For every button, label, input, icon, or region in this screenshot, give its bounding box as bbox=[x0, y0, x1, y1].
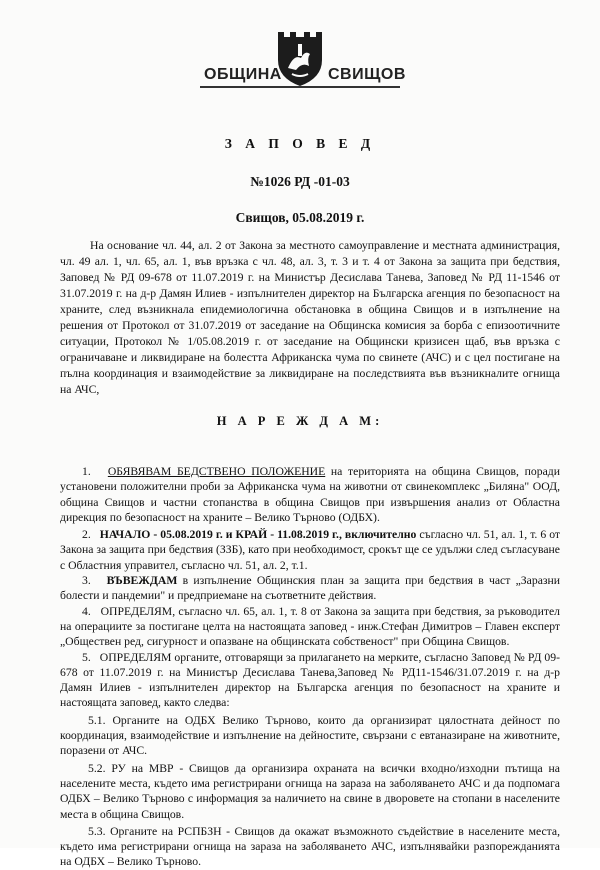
municipality-logo bbox=[200, 28, 406, 88]
item-keyword: ОБЯВЯВАМ БЕДСТВЕНО ПОЛОЖЕНИЕ bbox=[107, 465, 326, 478]
document-title: З А П О В Е Д bbox=[224, 136, 376, 151]
item-keyword: ОПРЕДЕЛЯМ bbox=[100, 604, 173, 618]
order-item-1 bbox=[60, 464, 560, 525]
item-number: 2. bbox=[82, 528, 91, 542]
item-number: 5. bbox=[82, 650, 91, 664]
document-place-date: Свищов, 05.08.2019 г. bbox=[235, 210, 365, 225]
item-keyword: ВЪВЕЖДАМ bbox=[106, 574, 178, 588]
item-text: , съгласно чл. 65, ал. 1, т. 8 от Закона за защита при бедствия, за ръководител на операциите за постигане целта на настоящата заповед - инж.Стефан Димитров – Главен експерт „Обществен ред, сигурност и опазване на общинската собственост" при Община Свищов. bbox=[60, 604, 560, 649]
item-number: 4. bbox=[82, 604, 91, 618]
logo-word-right: СВИЩОВ bbox=[328, 66, 406, 83]
order-subitem-5-1: 5.1. Органите на ОДБХ Велико Търново, които да организират цялостната дейност по координация, взаимодействие и изпълнение на дейностите, свързани с евтаназиране на животните, поразени от АЧС. bbox=[60, 713, 560, 758]
item-number: 1. bbox=[82, 465, 91, 478]
order-item-4 bbox=[60, 604, 560, 650]
order-item-3 bbox=[60, 573, 560, 604]
logo-word-left: ОБЩИНА bbox=[204, 66, 282, 83]
order-items bbox=[60, 464, 560, 870]
crest-icon bbox=[274, 28, 326, 88]
order-item-5 bbox=[60, 650, 560, 711]
item-number: 3. bbox=[82, 574, 91, 588]
item-text: в изпълнение Общинския план за защита при бедствия в част „Заразни болести и пандемии" и предприемане на съответните действия. bbox=[60, 574, 561, 603]
logo-divider bbox=[200, 86, 400, 88]
order-subitem-5-2: 5.2. РУ на МВР - Свищов да организира охраната на всички входно/изходни пътища на населените места, където има регистрирани огнища на зараза на заболяването АЧС и да подпомага ОДБХ – Велико Търново с информация за наличието на свине в дворовете на стопани в населените места в община Свищов. bbox=[60, 761, 560, 821]
item-text: съгласно чл. 51, ал. 1, т. 6 от Закона за защита при бедствия (ЗЗБ), като при необходимост, срокът ще се удължи след съгласуване с Областния управител, съгласно чл. 51, ал. 2, т.1. bbox=[60, 528, 560, 572]
item-keyword: ОПРЕДЕЛЯМ bbox=[99, 650, 172, 664]
item-keyword: НАЧАЛО - 05.08.2019 г. и КРАЙ - 11.08.2019 г., включително bbox=[99, 528, 417, 542]
intro-paragraph: На основание чл. 44, ал. 2 от Закона за местното самоуправление и местната администрация, чл. 49 ал. 1, чл. 65, ал. 1, във връзка с чл. 48, ал. 3, т. 3 и т. 4 от Закона за защита при бедствия, Заповед № РД 09-678 от 11.07.2019 г. на Министър Десислава Танева, Заповед № РД 11-1546 от 31.07.2019 г. на д-р Дамян Илиев - изпълнителен директор на Българска агенция по безопасност на храните, след възникнала епидемиологична обстановка в община Свищов и в изпълнение на решения от Протокол от 31.07.2019 от заседание на Общинска комисия за борба с епизоотичните ситуации, Протокол № 1/05.08.2019 г. от заседание на Общински кризисен щаб, във връзка с ограничаване и ликвидиране на болестта Африканска чума по свинете (АЧС) и с цел постигане на пълна координация и взаимодействие за ликвидиране на последствията във възникналите огнища на АЧС, bbox=[60, 239, 560, 396]
order-heading: Н А Р Е Ж Д А М: bbox=[216, 414, 384, 428]
document-number: №1026 РД -01-03 bbox=[250, 174, 350, 189]
item-text: органите, отговарящи за прилагането на мерките, съгласно Заповед № РД 09-678 от 11.07.2019 г. на Министър Десислава Танева,Заповед № РД11-1546/31.07.2019 г. на д-р Дамян Илиев - изпълнителен директор на Българска агенция по безопасност на храните и настоящата заповед, както следва: bbox=[60, 650, 560, 710]
order-subitem-5-3: 5.3. Органите на РСПБЗН - Свищов да окажат възможното съдействие в населените места, където има регистрирани огнища на зараза на заболяването АЧС, изпълнявайки разпорежданията на ОДБХ – Велико Търново. bbox=[60, 824, 560, 869]
order-item-2 bbox=[60, 527, 560, 573]
item-text: на територията на община Свищов, поради установени положителни проби за Африканска чума на животни от свинекомплекс „Биляна" ООД, община Свищов и частни стопанства в община Свищов при извършения анализ от Областна дирекция по безопасност на храните – Велико Търново (ОДБХ). bbox=[60, 465, 560, 524]
